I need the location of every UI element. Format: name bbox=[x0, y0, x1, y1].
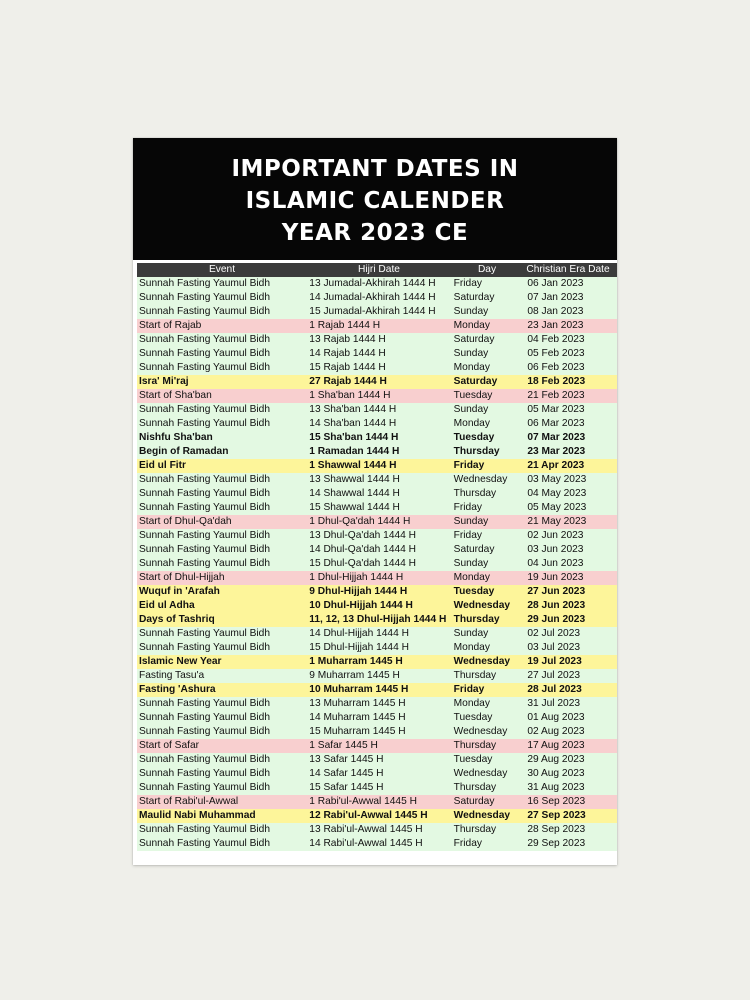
christian-date-cell: 30 Aug 2023 bbox=[527, 768, 585, 779]
day-cell: Friday bbox=[453, 530, 482, 541]
event-cell: Sunnah Fasting Yaumul Bidh bbox=[139, 502, 271, 513]
hijri-date-cell: 14 Sha'ban 1444 H bbox=[309, 418, 397, 429]
event-cell: Days of Tashriq bbox=[139, 614, 215, 625]
christian-date-cell: 06 Mar 2023 bbox=[527, 418, 585, 429]
hijri-date-cell: 1 Rajab 1444 H bbox=[309, 320, 381, 331]
christian-date-cell: 29 Aug 2023 bbox=[527, 754, 585, 765]
hijri-date-cell: 14 Jumadal-Akhirah 1444 H bbox=[309, 292, 436, 303]
table-row bbox=[137, 753, 617, 767]
day-cell: Friday bbox=[453, 838, 482, 849]
hijri-date-cell: 15 Dhul-Hijjah 1444 H bbox=[309, 642, 409, 653]
table-row bbox=[137, 781, 617, 795]
table-row bbox=[137, 277, 617, 291]
table-row bbox=[137, 767, 617, 781]
day-cell: Friday bbox=[453, 278, 482, 289]
table-row bbox=[137, 543, 617, 557]
table-row bbox=[137, 697, 617, 711]
hijri-date-cell: 15 Muharram 1445 H bbox=[309, 726, 406, 737]
christian-date-cell: 05 Mar 2023 bbox=[527, 404, 585, 415]
day-cell: Sunday bbox=[453, 348, 489, 359]
christian-date-cell: 16 Sep 2023 bbox=[527, 796, 586, 807]
table-row bbox=[137, 417, 617, 431]
header-christian-era-date: Christian Era Date bbox=[526, 264, 610, 275]
hijri-date-cell: 9 Muharram 1445 H bbox=[309, 670, 400, 681]
christian-date-cell: 27 Jul 2023 bbox=[527, 670, 581, 681]
table-row bbox=[137, 711, 617, 725]
table-row bbox=[137, 333, 617, 347]
table-row bbox=[137, 487, 617, 501]
day-cell: Monday bbox=[453, 642, 490, 653]
day-cell: Thursday bbox=[453, 488, 497, 499]
hijri-date-cell: 10 Dhul-Hijjah 1444 H bbox=[309, 600, 413, 611]
day-cell: Tuesday bbox=[453, 712, 493, 723]
day-cell: Monday bbox=[453, 320, 490, 331]
table-row bbox=[137, 627, 617, 641]
day-cell: Saturday bbox=[453, 796, 495, 807]
day-cell: Monday bbox=[453, 572, 490, 583]
day-cell: Wednesday bbox=[453, 474, 508, 485]
hijri-date-cell: 14 Muharram 1445 H bbox=[309, 712, 406, 723]
title-line-3: YEAR 2023 CE bbox=[281, 219, 469, 246]
christian-date-cell: 29 Sep 2023 bbox=[527, 838, 586, 849]
day-cell: Tuesday bbox=[453, 432, 495, 443]
hijri-date-cell: 9 Dhul-Hijjah 1444 H bbox=[309, 586, 408, 597]
event-cell: Sunnah Fasting Yaumul Bidh bbox=[139, 698, 271, 709]
hijri-date-cell: 14 Rajab 1444 H bbox=[309, 348, 386, 359]
table-row bbox=[137, 739, 617, 753]
event-cell: Maulid Nabi Muhammad bbox=[139, 810, 256, 821]
christian-date-cell: 21 Feb 2023 bbox=[527, 390, 585, 401]
table-row bbox=[137, 501, 617, 515]
table-row bbox=[137, 655, 617, 669]
christian-date-cell: 03 Jul 2023 bbox=[527, 642, 581, 653]
title-block bbox=[133, 138, 617, 260]
christian-date-cell: 06 Jan 2023 bbox=[527, 278, 584, 289]
christian-date-cell: 28 Jul 2023 bbox=[527, 684, 582, 695]
hijri-date-cell: 1 Dhul-Hijjah 1444 H bbox=[309, 572, 404, 583]
event-cell: Sunnah Fasting Yaumul Bidh bbox=[139, 768, 271, 779]
event-cell: Eid ul Adha bbox=[139, 600, 195, 611]
hijri-date-cell: 1 Rabi'ul-Awwal 1445 H bbox=[309, 796, 417, 807]
christian-date-cell: 28 Jun 2023 bbox=[527, 600, 586, 611]
event-cell: Sunnah Fasting Yaumul Bidh bbox=[139, 362, 271, 373]
day-cell: Saturday bbox=[453, 376, 498, 387]
day-cell: Saturday bbox=[453, 544, 495, 555]
event-cell: Sunnah Fasting Yaumul Bidh bbox=[139, 404, 271, 415]
christian-date-cell: 06 Feb 2023 bbox=[527, 362, 585, 373]
event-cell: Sunnah Fasting Yaumul Bidh bbox=[139, 558, 271, 569]
day-cell: Friday bbox=[453, 502, 482, 513]
hijri-date-cell: 15 Jumadal-Akhirah 1444 H bbox=[309, 306, 436, 317]
hijri-date-cell: 13 Safar 1445 H bbox=[309, 754, 384, 765]
hijri-date-cell: 14 Shawwal 1444 H bbox=[309, 488, 400, 499]
event-cell: Sunnah Fasting Yaumul Bidh bbox=[139, 754, 271, 765]
hijri-date-cell: 13 Muharram 1445 H bbox=[309, 698, 406, 709]
event-cell: Sunnah Fasting Yaumul Bidh bbox=[139, 530, 271, 541]
event-cell: Sunnah Fasting Yaumul Bidh bbox=[139, 712, 271, 723]
event-cell: Fasting Tasu'a bbox=[139, 670, 205, 681]
christian-date-cell: 21 Apr 2023 bbox=[527, 460, 585, 471]
hijri-date-cell: 15 Rajab 1444 H bbox=[309, 362, 386, 373]
event-cell: Sunnah Fasting Yaumul Bidh bbox=[139, 306, 271, 317]
event-cell: Sunnah Fasting Yaumul Bidh bbox=[139, 334, 271, 345]
day-cell: Saturday bbox=[453, 334, 495, 345]
table-row bbox=[137, 585, 617, 599]
hijri-date-cell: 12 Rabi'ul-Awwal 1445 H bbox=[309, 810, 428, 821]
event-cell: Islamic New Year bbox=[139, 656, 222, 667]
day-cell: Thursday bbox=[453, 446, 500, 457]
christian-date-cell: 01 Aug 2023 bbox=[527, 712, 585, 723]
hijri-date-cell: 1 Sha'ban 1444 H bbox=[309, 390, 391, 401]
christian-date-cell: 31 Aug 2023 bbox=[527, 782, 585, 793]
christian-date-cell: 23 Mar 2023 bbox=[527, 446, 586, 457]
hijri-date-cell: 13 Jumadal-Akhirah 1444 H bbox=[309, 278, 436, 289]
christian-date-cell: 07 Jan 2023 bbox=[527, 292, 584, 303]
hijri-date-cell: 10 Muharram 1445 H bbox=[309, 684, 409, 695]
table-row bbox=[137, 669, 617, 683]
day-cell: Thursday bbox=[453, 614, 500, 625]
day-cell: Tuesday bbox=[453, 754, 493, 765]
day-cell: Sunday bbox=[453, 306, 489, 317]
day-cell: Saturday bbox=[453, 292, 495, 303]
christian-date-cell: 04 May 2023 bbox=[527, 488, 587, 499]
table-row bbox=[137, 403, 617, 417]
christian-date-cell: 23 Jan 2023 bbox=[527, 320, 584, 331]
christian-date-cell: 17 Aug 2023 bbox=[527, 740, 585, 751]
christian-date-cell: 08 Jan 2023 bbox=[527, 306, 584, 317]
table-row bbox=[137, 529, 617, 543]
hijri-date-cell: 1 Dhul-Qa'dah 1444 H bbox=[309, 516, 411, 527]
day-cell: Wednesday bbox=[453, 656, 511, 667]
event-cell: Sunnah Fasting Yaumul Bidh bbox=[139, 782, 271, 793]
table-row bbox=[137, 823, 617, 837]
hijri-date-cell: 1 Muharram 1445 H bbox=[309, 656, 403, 667]
christian-date-cell: 29 Jun 2023 bbox=[527, 614, 586, 625]
event-cell: Start of Dhul-Hijjah bbox=[139, 572, 225, 583]
hijri-date-cell: 1 Safar 1445 H bbox=[309, 740, 378, 751]
hijri-date-cell: 1 Shawwal 1444 H bbox=[309, 460, 397, 471]
event-cell: Fasting 'Ashura bbox=[139, 684, 216, 695]
hijri-date-cell: 14 Safar 1445 H bbox=[309, 768, 384, 779]
event-cell: Start of Rabi'ul-Awwal bbox=[139, 796, 239, 807]
event-cell: Start of Safar bbox=[139, 740, 200, 751]
event-cell: Sunnah Fasting Yaumul Bidh bbox=[139, 474, 271, 485]
poster bbox=[133, 138, 617, 865]
title-line-1: IMPORTANT DATES IN bbox=[231, 155, 519, 182]
hijri-date-cell: 11, 12, 13 Dhul-Hijjah 1444 H bbox=[309, 614, 447, 625]
hijri-date-cell: 15 Safar 1445 H bbox=[309, 782, 384, 793]
table-row bbox=[137, 641, 617, 655]
event-cell: Sunnah Fasting Yaumul Bidh bbox=[139, 544, 271, 555]
hijri-date-cell: 13 Rajab 1444 H bbox=[309, 334, 386, 345]
day-cell: Sunday bbox=[453, 628, 489, 639]
christian-date-cell: 03 Jun 2023 bbox=[527, 544, 584, 555]
table-row bbox=[137, 795, 617, 809]
event-cell: Sunnah Fasting Yaumul Bidh bbox=[139, 726, 271, 737]
christian-date-cell: 02 Jul 2023 bbox=[527, 628, 581, 639]
christian-date-cell: 31 Jul 2023 bbox=[527, 698, 581, 709]
christian-date-cell: 27 Jun 2023 bbox=[527, 586, 586, 597]
table-row bbox=[137, 613, 617, 627]
day-cell: Monday bbox=[453, 418, 490, 429]
hijri-date-cell: 15 Dhul-Qa'dah 1444 H bbox=[309, 558, 417, 569]
day-cell: Wednesday bbox=[453, 810, 511, 821]
table-row bbox=[137, 291, 617, 305]
hijri-date-cell: 13 Dhul-Qa'dah 1444 H bbox=[309, 530, 417, 541]
christian-date-cell: 02 Jun 2023 bbox=[527, 530, 584, 541]
event-cell: Sunnah Fasting Yaumul Bidh bbox=[139, 642, 271, 653]
table-row bbox=[137, 445, 617, 459]
christian-date-cell: 05 May 2023 bbox=[527, 502, 587, 513]
hijri-date-cell: 14 Rabi'ul-Awwal 1445 H bbox=[309, 838, 423, 849]
day-cell: Tuesday bbox=[453, 586, 495, 597]
day-cell: Wednesday bbox=[453, 726, 508, 737]
day-cell: Wednesday bbox=[453, 768, 508, 779]
event-cell: Sunnah Fasting Yaumul Bidh bbox=[139, 628, 271, 639]
hijri-date-cell: 13 Rabi'ul-Awwal 1445 H bbox=[309, 824, 423, 835]
christian-date-cell: 28 Sep 2023 bbox=[527, 824, 586, 835]
event-cell: Wuquf in 'Arafah bbox=[139, 586, 220, 597]
day-cell: Sunday bbox=[453, 516, 489, 527]
day-cell: Friday bbox=[453, 684, 485, 695]
table-header bbox=[137, 263, 617, 277]
day-cell: Thursday bbox=[453, 782, 497, 793]
event-cell: Start of Sha'ban bbox=[139, 390, 212, 401]
day-cell: Sunday bbox=[453, 558, 489, 569]
table-row bbox=[137, 305, 617, 319]
event-cell: Isra' Mi'raj bbox=[139, 376, 189, 387]
day-cell: Tuesday bbox=[453, 390, 493, 401]
event-cell: Start of Dhul-Qa'dah bbox=[139, 516, 232, 527]
hijri-date-cell: 15 Sha'ban 1444 H bbox=[309, 432, 399, 443]
table-row bbox=[137, 459, 617, 473]
dates-table bbox=[137, 263, 617, 851]
event-cell: Sunnah Fasting Yaumul Bidh bbox=[139, 838, 271, 849]
day-cell: Monday bbox=[453, 362, 490, 373]
day-cell: Thursday bbox=[453, 670, 497, 681]
christian-date-cell: 21 May 2023 bbox=[527, 516, 587, 527]
event-cell: Sunnah Fasting Yaumul Bidh bbox=[139, 348, 271, 359]
table-row bbox=[137, 431, 617, 445]
hijri-date-cell: 13 Sha'ban 1444 H bbox=[309, 404, 397, 415]
hijri-date-cell: 14 Dhul-Qa'dah 1444 H bbox=[309, 544, 417, 555]
table-row bbox=[137, 809, 617, 823]
event-cell: Start of Rajab bbox=[139, 320, 202, 331]
table-row bbox=[137, 375, 617, 389]
day-cell: Wednesday bbox=[453, 600, 511, 611]
table-body bbox=[137, 277, 617, 851]
christian-date-cell: 19 Jun 2023 bbox=[527, 572, 584, 583]
table-row bbox=[137, 473, 617, 487]
hijri-date-cell: 13 Shawwal 1444 H bbox=[309, 474, 400, 485]
event-cell: Sunnah Fasting Yaumul Bidh bbox=[139, 292, 271, 303]
event-cell: Sunnah Fasting Yaumul Bidh bbox=[139, 418, 271, 429]
event-cell: Nishfu Sha'ban bbox=[139, 432, 213, 443]
table-row bbox=[137, 725, 617, 739]
day-cell: Sunday bbox=[453, 404, 489, 415]
day-cell: Friday bbox=[453, 460, 485, 471]
table-row bbox=[137, 361, 617, 375]
christian-date-cell: 04 Feb 2023 bbox=[527, 334, 585, 345]
table-row bbox=[137, 557, 617, 571]
day-cell: Thursday bbox=[453, 824, 497, 835]
christian-date-cell: 19 Jul 2023 bbox=[527, 656, 582, 667]
christian-date-cell: 07 Mar 2023 bbox=[527, 432, 586, 443]
christian-date-cell: 05 Feb 2023 bbox=[527, 348, 585, 359]
day-cell: Monday bbox=[453, 698, 490, 709]
christian-date-cell: 02 Aug 2023 bbox=[527, 726, 585, 737]
table-row bbox=[137, 837, 617, 851]
christian-date-cell: 04 Jun 2023 bbox=[527, 558, 584, 569]
table-row bbox=[137, 571, 617, 585]
table-row bbox=[137, 599, 617, 613]
christian-date-cell: 27 Sep 2023 bbox=[527, 810, 586, 821]
event-cell: Sunnah Fasting Yaumul Bidh bbox=[139, 278, 271, 289]
header-event: Event bbox=[208, 264, 236, 275]
title-line-2: ISLAMIC CALENDER bbox=[245, 187, 505, 214]
table-row bbox=[137, 515, 617, 529]
hijri-date-cell: 14 Dhul-Hijjah 1444 H bbox=[309, 628, 409, 639]
event-cell: Sunnah Fasting Yaumul Bidh bbox=[139, 488, 271, 499]
header-day: Day bbox=[477, 264, 497, 275]
christian-date-cell: 03 May 2023 bbox=[527, 474, 587, 485]
hijri-date-cell: 1 Ramadan 1444 H bbox=[309, 446, 400, 457]
table-row bbox=[137, 347, 617, 361]
event-cell: Begin of Ramadan bbox=[139, 446, 229, 457]
header-hijri-date: Hijri Date bbox=[358, 264, 400, 275]
event-cell: Sunnah Fasting Yaumul Bidh bbox=[139, 824, 271, 835]
table-row bbox=[137, 683, 617, 697]
christian-date-cell: 18 Feb 2023 bbox=[527, 376, 586, 387]
day-cell: Thursday bbox=[453, 740, 497, 751]
table-row bbox=[137, 389, 617, 403]
event-cell: Eid ul Fitr bbox=[139, 460, 186, 471]
hijri-date-cell: 27 Rajab 1444 H bbox=[309, 376, 387, 387]
hijri-date-cell: 15 Shawwal 1444 H bbox=[309, 502, 400, 513]
table-row bbox=[137, 319, 617, 333]
